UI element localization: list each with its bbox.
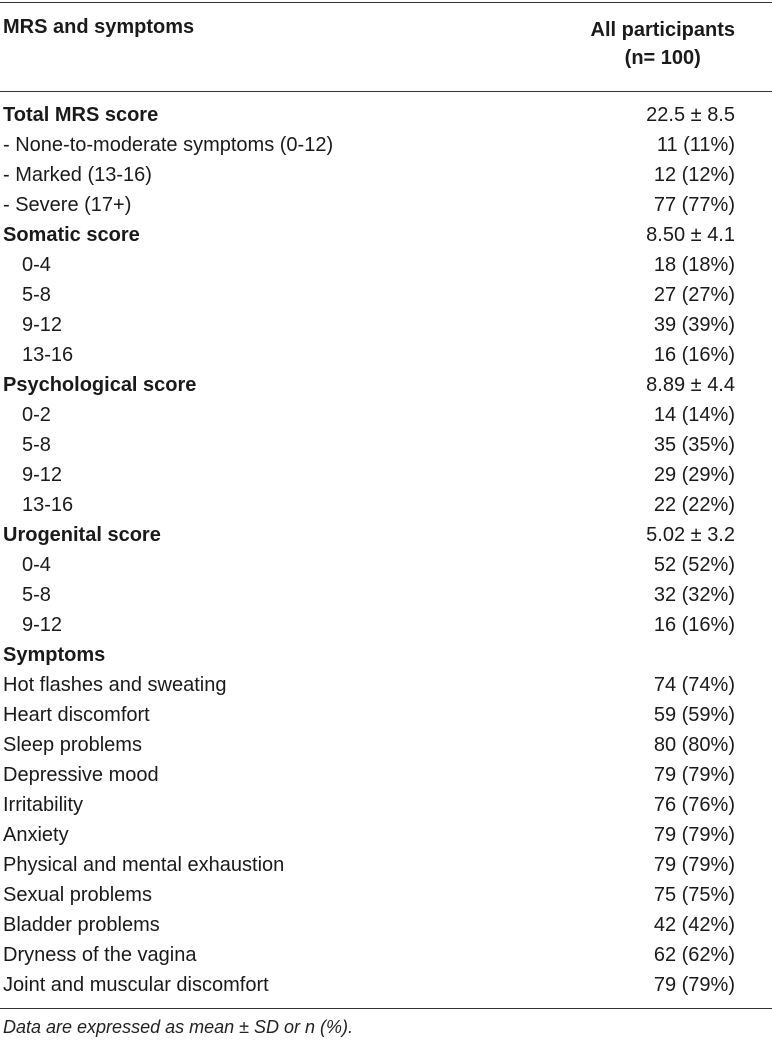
row-label: 9-12 bbox=[22, 614, 63, 636]
row-value: 11 (11%) bbox=[656, 134, 735, 156]
table-row bbox=[0, 280, 772, 310]
table-row bbox=[0, 520, 772, 550]
row-value: 79 (79%) bbox=[653, 764, 735, 786]
table-row bbox=[0, 910, 772, 940]
row-label: Irritability bbox=[3, 794, 84, 816]
row-value: 27 (27%) bbox=[653, 284, 735, 306]
row-value: 14 (14%) bbox=[653, 404, 735, 426]
table-row bbox=[0, 940, 772, 970]
row-label: 13-16 bbox=[22, 494, 74, 516]
table-row bbox=[0, 610, 772, 640]
row-label: - Severe (17+) bbox=[3, 194, 132, 216]
row-value: 16 (16%) bbox=[653, 614, 735, 636]
row-label: 5-8 bbox=[22, 284, 51, 306]
table-body bbox=[0, 100, 772, 1000]
table-row bbox=[0, 490, 772, 520]
table-row bbox=[0, 460, 772, 490]
row-label: 0-4 bbox=[22, 554, 51, 576]
row-value: 12 (12%) bbox=[653, 164, 735, 186]
table-bottom-rule bbox=[0, 1008, 772, 1009]
row-value: 75 (75%) bbox=[653, 884, 735, 906]
row-value: 8.89 ± 4.4 bbox=[646, 374, 735, 396]
table-row bbox=[0, 640, 772, 670]
row-label: 5-8 bbox=[22, 434, 51, 456]
row-value: 79 (79%) bbox=[653, 974, 735, 996]
row-label: Psychological score bbox=[3, 374, 197, 396]
row-label: - Marked (13-16) bbox=[3, 164, 152, 186]
row-value: 76 (76%) bbox=[653, 794, 735, 816]
table-row bbox=[0, 970, 772, 1000]
row-label: Heart discomfort bbox=[3, 704, 150, 726]
table-row bbox=[0, 160, 772, 190]
table-row bbox=[0, 730, 772, 760]
row-value: 77 (77%) bbox=[653, 194, 735, 216]
table-footnote: Data are expressed as mean ± SD or n (%). bbox=[3, 1017, 354, 1037]
row-label: Physical and mental exhaustion bbox=[3, 854, 285, 876]
table-row bbox=[0, 580, 772, 610]
row-value: 74 (74%) bbox=[653, 674, 735, 696]
row-label: 5-8 bbox=[22, 584, 51, 606]
row-label: Dryness of the vagina bbox=[3, 944, 197, 966]
row-label: Anxiety bbox=[3, 824, 69, 846]
row-label: Bladder problems bbox=[3, 914, 160, 936]
row-value: 79 (79%) bbox=[653, 824, 735, 846]
table-row bbox=[0, 340, 772, 370]
table-row bbox=[0, 370, 772, 400]
table-row bbox=[0, 790, 772, 820]
table-row bbox=[0, 550, 772, 580]
table-row bbox=[0, 430, 772, 460]
row-label: Somatic score bbox=[3, 224, 140, 246]
table-row bbox=[0, 850, 772, 880]
table-row bbox=[0, 130, 772, 160]
column-header-participants-line1: All participants bbox=[590, 19, 735, 41]
row-label: 13-16 bbox=[22, 344, 74, 366]
row-value: 79 (79%) bbox=[653, 854, 735, 876]
table-row bbox=[0, 310, 772, 340]
table-row bbox=[0, 700, 772, 730]
row-value: 52 (52%) bbox=[653, 554, 735, 576]
table-row bbox=[0, 220, 772, 250]
row-label: Total MRS score bbox=[3, 104, 159, 126]
header-rule bbox=[0, 91, 772, 92]
row-label: Sleep problems bbox=[3, 734, 142, 756]
row-value: 8.50 ± 4.1 bbox=[646, 224, 735, 246]
table-row bbox=[0, 760, 772, 790]
table-row bbox=[0, 250, 772, 280]
table-row bbox=[0, 670, 772, 700]
row-value: 22 (22%) bbox=[653, 494, 735, 516]
row-label: Sexual problems bbox=[3, 884, 152, 906]
table-row bbox=[0, 820, 772, 850]
row-value: 62 (62%) bbox=[653, 944, 735, 966]
row-value: 35 (35%) bbox=[653, 434, 735, 456]
column-header-mrs: MRS and symptoms bbox=[3, 16, 195, 38]
row-value: 39 (39%) bbox=[653, 314, 735, 336]
table-row bbox=[0, 400, 772, 430]
row-value: 5.02 ± 3.2 bbox=[646, 524, 735, 546]
row-label: 9-12 bbox=[22, 314, 63, 336]
row-value: 18 (18%) bbox=[653, 254, 735, 276]
row-value: 42 (42%) bbox=[653, 914, 735, 936]
row-label: Hot flashes and sweating bbox=[3, 674, 227, 696]
table-top-rule bbox=[0, 2, 772, 3]
row-value: 16 (16%) bbox=[653, 344, 735, 366]
row-label: Depressive mood bbox=[3, 764, 159, 786]
table-row bbox=[0, 880, 772, 910]
column-header-participants bbox=[591, 16, 735, 72]
table-row bbox=[0, 100, 772, 130]
row-label: 0-2 bbox=[22, 404, 51, 426]
row-label: 0-4 bbox=[22, 254, 51, 276]
row-label: Urogenital score bbox=[3, 524, 161, 546]
row-value: 29 (29%) bbox=[653, 464, 735, 486]
column-header-participants-line2: (n= 100) bbox=[624, 47, 701, 69]
row-label: Symptoms bbox=[3, 644, 106, 666]
row-value: 80 (80%) bbox=[653, 734, 735, 756]
table-row bbox=[0, 190, 772, 220]
row-label: 9-12 bbox=[22, 464, 63, 486]
row-value: 22.5 ± 8.5 bbox=[646, 104, 735, 126]
row-label: - None-to-moderate symptoms (0-12) bbox=[3, 134, 334, 156]
row-value: 59 (59%) bbox=[653, 704, 735, 726]
row-label: Joint and muscular discomfort bbox=[3, 974, 269, 996]
row-value: 32 (32%) bbox=[653, 584, 735, 606]
